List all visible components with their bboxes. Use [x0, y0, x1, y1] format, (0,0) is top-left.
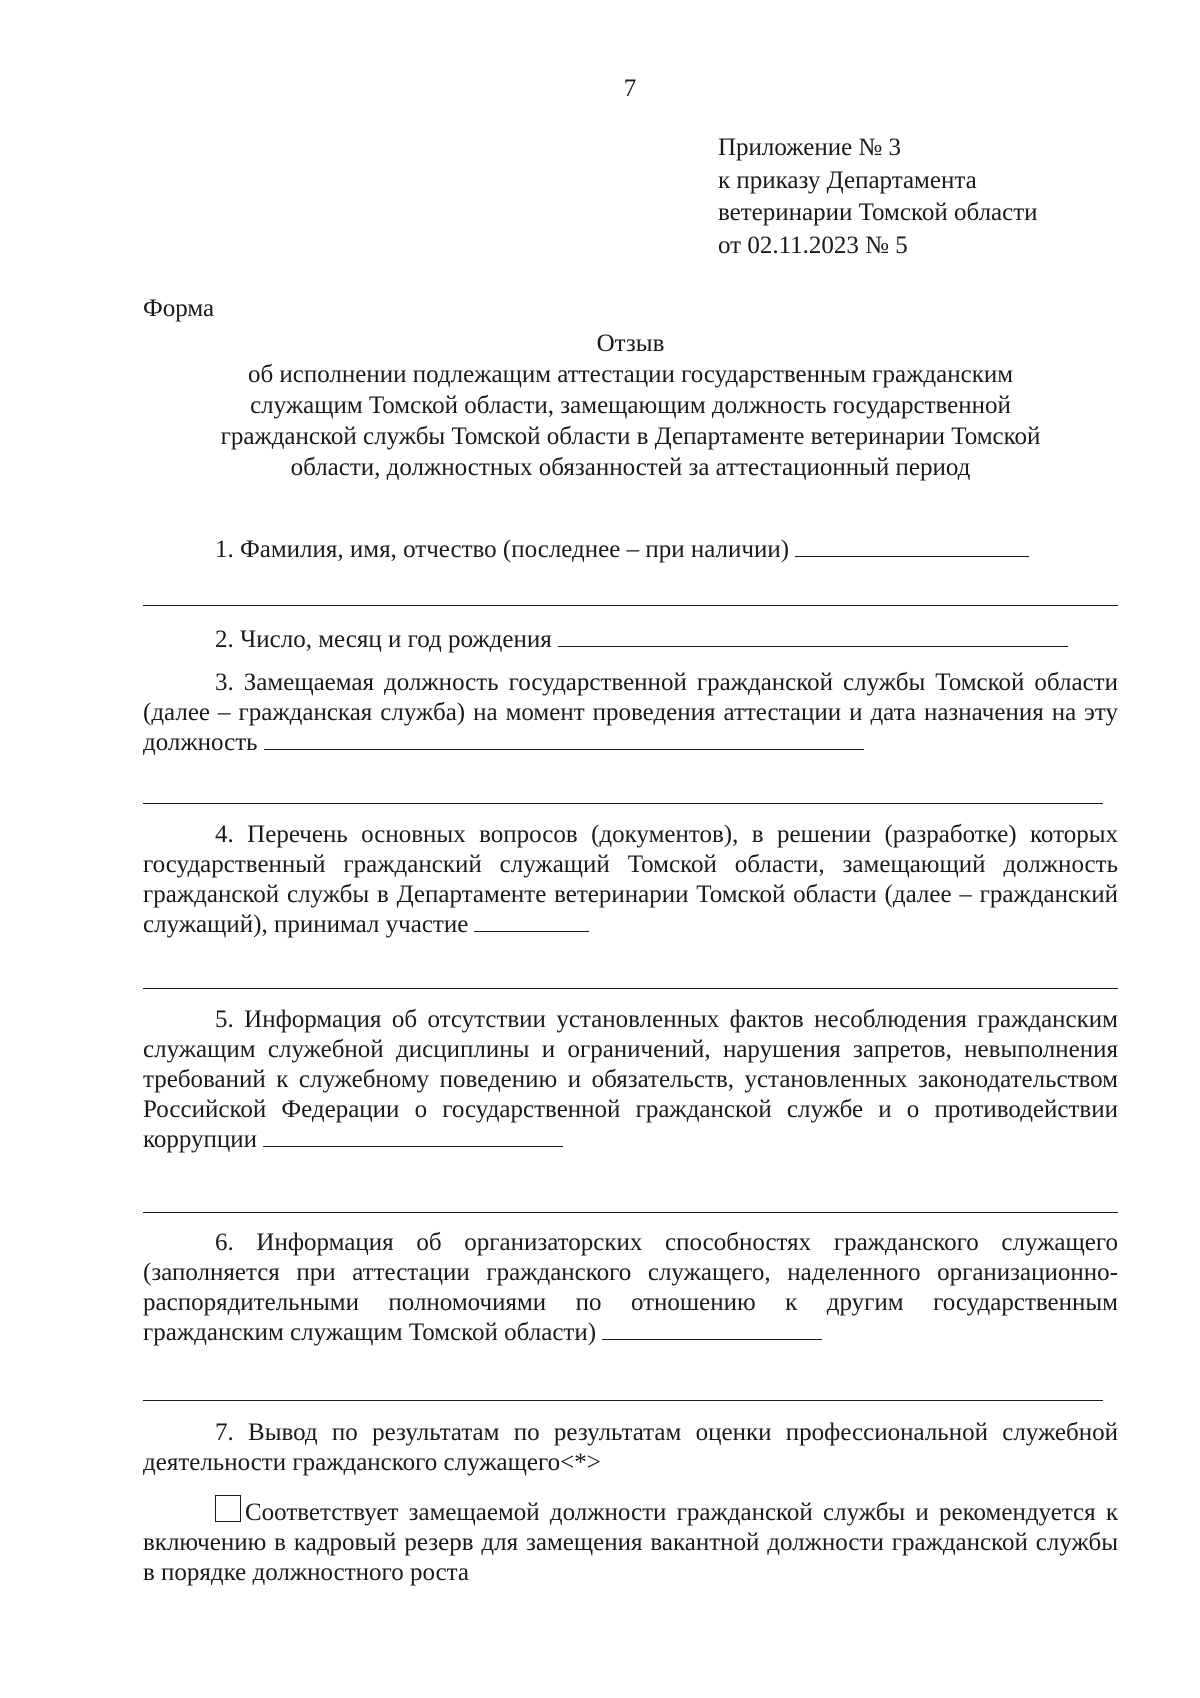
item-2-row: [215, 625, 1068, 655]
appendix-line: к приказу Департамента: [718, 166, 977, 194]
item-5-continuation-line[interactable]: [143, 1212, 1118, 1213]
option-1-paragraph: [143, 1495, 1118, 1588]
item-3-paragraph: [143, 668, 1118, 758]
item-1-label: 1. Фамилия, имя, отчество (последнее – при наличии): [215, 536, 790, 563]
appendix-line: Приложение № 3: [718, 134, 902, 161]
option-1-label: Соответствует замещаемой должности гражданской службы и рекомендуется к включению в кадровый резерв для замещения вакантной должности гражданской службы в порядке должностного роста: [143, 1499, 1118, 1586]
item-7-paragraph: [143, 1418, 1118, 1478]
item-6-label: 6. Информация об организаторских способностях гражданского служащего (заполняется при аттестации гражданского служащего, наделенного организационно-распорядительными полномочиями по отношению к другим государственным гражданским служащим Томской области): [143, 1229, 1118, 1346]
item-4-fill-line[interactable]: [474, 911, 589, 932]
item-2-label: 2. Число, месяц и год рождения: [215, 626, 552, 653]
form-label: Форма: [143, 295, 215, 322]
item-1-fill-line[interactable]: [795, 536, 1029, 557]
item-5-fill-line[interactable]: [263, 1126, 563, 1147]
appendix-line: ветеринарии Томской области: [718, 199, 1038, 226]
item-5-label: 5. Информация об отсутствии установленных фактов несоблюдения гражданским служащим служебной дисциплины и ограничений, нарушения запретов, невыполнения требований к служебному поведению и обязательств, установленных законодательством Российской Федерации о государственной гражданской службе и о противодействии коррупции: [143, 1006, 1118, 1153]
item-3-label: 3. Замещаемая должность государственной гражданской службы Томской области (далее – гражданская служба) на момент проведения аттестации и дата назначения на эту должность: [143, 669, 1118, 756]
title-line: гражданской службы Томской области в Департаменте ветеринарии Томской: [220, 423, 1041, 450]
item-4-continuation-line[interactable]: [143, 988, 1118, 989]
item-7-label: 7. Вывод по результатам по результатам оценки профессиональной служебной деятельности гражданского служащего<*>: [143, 1419, 1118, 1476]
title-heading: Отзыв: [596, 330, 665, 357]
item-3-continuation-line[interactable]: [143, 803, 1103, 804]
appendix-line: от 02.11.2023 № 5: [718, 231, 908, 259]
item-6-continuation-line[interactable]: [143, 1400, 1103, 1401]
item-5-paragraph: [143, 1005, 1118, 1155]
option-1-checkbox[interactable]: [215, 1495, 241, 1522]
item-6-fill-line[interactable]: [602, 1319, 822, 1340]
item-6-paragraph: [143, 1228, 1118, 1348]
page-number: 7: [623, 75, 637, 102]
title-line: служащим Томской области, замещающим должность государственной: [250, 392, 1011, 419]
title-line: области, должностных обязанностей за аттестационный период: [290, 454, 971, 481]
item-1-row: [215, 535, 1029, 565]
item-4-label: 4. Перечень основных вопросов (документов), в решении (разработке) которых государственный гражданский служащий Томской области, замещающий должность гражданской службы в Департаменте ветеринарии Томской области (далее – гражданский служащий), принимал участие: [143, 821, 1118, 938]
item-4-paragraph: [143, 820, 1118, 940]
item-3-fill-line[interactable]: [264, 729, 864, 750]
item-1-continuation-line[interactable]: [143, 605, 1118, 606]
title-line: об исполнении подлежащим аттестации государственным гражданским: [247, 361, 1014, 388]
document-title: [143, 328, 1118, 483]
item-2-fill-line[interactable]: [558, 626, 1068, 647]
appendix-block: [718, 132, 1038, 262]
